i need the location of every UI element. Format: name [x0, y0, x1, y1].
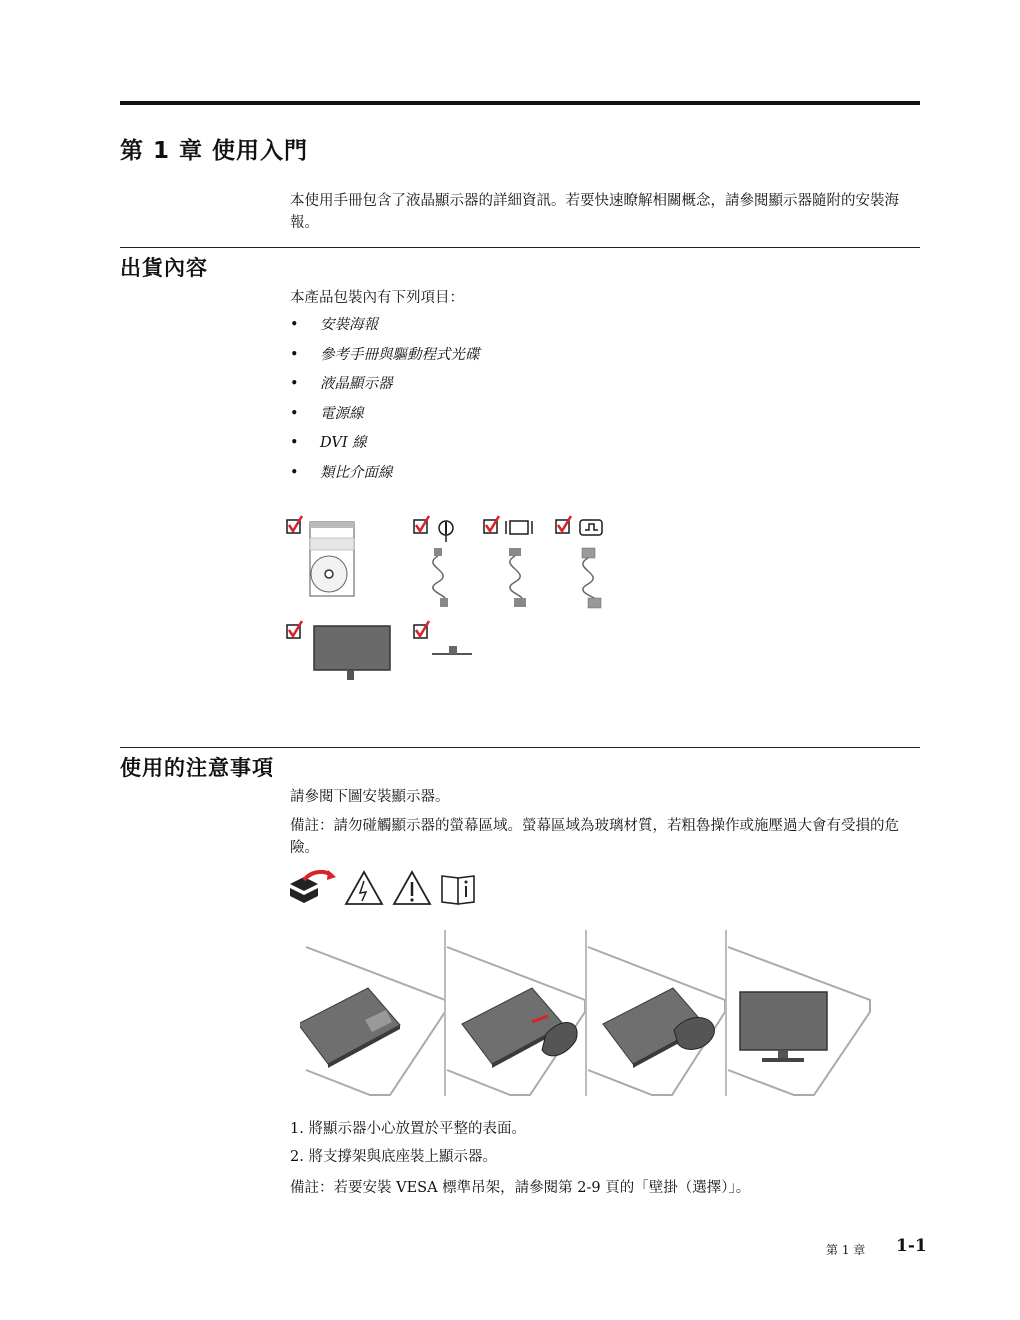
footer-page-number: 1-1: [896, 1236, 927, 1256]
checkbox-icon: [287, 621, 302, 638]
checkbox-icon: [484, 516, 499, 533]
footer-chapter-label: 第 1 章: [826, 1243, 866, 1257]
package-item-power-cord: • 電源線: [290, 403, 480, 433]
package-item-dvi-cable: • DVI 線: [290, 432, 480, 462]
poster-and-cd-icon: [310, 522, 354, 596]
analog-cable-icon: [582, 548, 601, 608]
notes-paragraph-vesa: 備註：若要安裝 VESA 標準吊架，請參閱第 2-9 頁的「壁掛（選擇）」。: [290, 1180, 751, 1196]
package-contents-illustration: [280, 510, 640, 690]
package-item-poster: • 安裝海報: [290, 314, 480, 344]
assembly-step-2-text: 2. 將支撐架與底座裝上顯示器。: [290, 1149, 497, 1165]
warning-icons-row: [284, 866, 484, 910]
section-rule-package: [120, 247, 920, 248]
power-plug-icon: [439, 521, 453, 542]
intro-paragraph: 本使用手冊包含了液晶顯示器的詳細資訊。若要快速瞭解相關概念，請參閱顯示器隨附的安裝海報。: [290, 193, 899, 231]
notes-paragraph-screen-warning: 備註：請勿碰觸顯示器的螢幕區域。螢幕區域為玻璃材質，若粗魯操作或施壓過大會有受損的危險。: [290, 818, 899, 856]
chapter-title: 第 1 章 使用入門: [120, 138, 309, 164]
assembly-step-1-image: [300, 947, 445, 1095]
assembly-step-2-image: [447, 947, 585, 1095]
manual-info-icon: [442, 876, 474, 904]
package-item-list: [290, 314, 480, 492]
checkbox-icon: [414, 621, 429, 638]
package-item-cd: • 參考手冊與驅動程式光碟: [290, 344, 480, 374]
checkbox-icon: [414, 516, 429, 533]
section-rule-notes: [120, 747, 920, 748]
analog-port-icon: [580, 520, 602, 535]
dvi-cable-icon: [509, 548, 526, 607]
dvi-port-icon: [506, 521, 532, 534]
section-title-package: 出貨內容: [120, 256, 208, 280]
checkbox-icon: [556, 516, 571, 533]
section-title-notes: 使用的注意事項: [120, 756, 274, 780]
power-cord-icon: [433, 548, 448, 607]
monitor-icon: [314, 626, 390, 680]
assembly-step-3-image: [588, 947, 725, 1095]
assembly-steps-illustration: [300, 930, 880, 1096]
top-rule: [120, 101, 920, 105]
package-item-analog-cable: • 類比介面線: [290, 462, 480, 492]
package-item-monitor: • 液晶顯示器: [290, 373, 480, 403]
assembly-step-4-image: [728, 947, 870, 1095]
package-box-icon: [290, 870, 336, 903]
stand-base-icon: [432, 646, 472, 654]
package-lead: 本產品包裝內有下列項目：: [290, 290, 464, 306]
notes-paragraph-setup: 請參閱下圖安裝顯示器。: [290, 789, 450, 805]
electric-hazard-icon: [346, 872, 382, 904]
warning-icon: [394, 872, 430, 904]
assembly-step-1-text: 1. 將顯示器小心放置於平整的表面。: [290, 1121, 526, 1137]
checkbox-icon: [287, 516, 302, 533]
